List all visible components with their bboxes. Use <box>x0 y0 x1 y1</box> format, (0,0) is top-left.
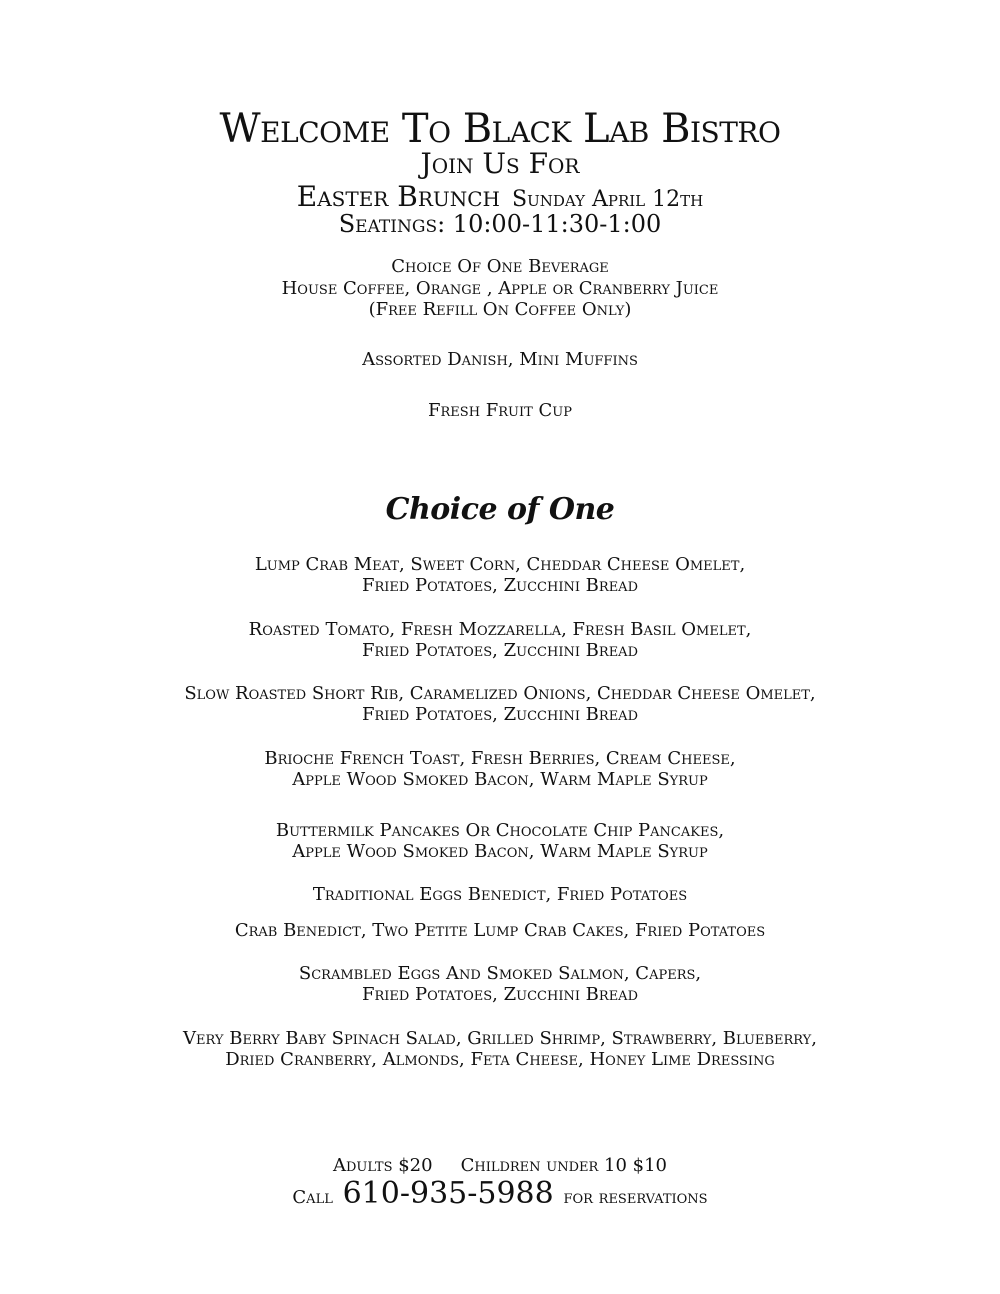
pastries-line: Assorted Danish, Mini Muffins <box>362 349 638 370</box>
event-date: Sunday April 12th <box>512 187 704 212</box>
reservation-line <box>0 1176 1000 1211</box>
entree-item-5-line-2: Apple Wood Smoked Bacon, Warm Maple Syrup <box>292 841 708 862</box>
entree-item-9-line-2: Dried Cranberry, Almonds, Feta Cheese, Honey Lime Dressing <box>225 1049 775 1070</box>
entree-item-4-line-1: Brioche French Toast, Fresh Berries, Cream Cheese, <box>264 748 736 769</box>
entree-item-3-line-2: Fried Potatoes, Zucchini Bread <box>362 704 638 725</box>
seatings-line: Seatings: 10:00-11:30-1:00 <box>338 210 662 238</box>
entree-item-2-line-2: Fried Potatoes, Zucchini Bread <box>362 640 638 661</box>
entree-item-4-line-2: Apple Wood Smoked Bacon, Warm Maple Syrup <box>292 769 708 790</box>
entree-item-6: Traditional Eggs Benedict, Fried Potatoes <box>312 884 688 905</box>
phone-number: 610-935-5988 <box>342 1176 554 1211</box>
entree-item-1-line-1: Lump Crab Meat, Sweet Corn, Cheddar Cheese Omelet, <box>254 554 746 575</box>
adult-price: Adults $20 <box>332 1155 433 1176</box>
reservation-label: for reservations <box>563 1187 708 1208</box>
join-us-line: Join Us For <box>420 147 580 180</box>
entree-item-3-line-1: Slow Roasted Short Rib, Caramelized Onions, Cheddar Cheese Omelet, <box>184 683 816 704</box>
choice-heading: Choice of One <box>385 492 615 527</box>
page-title: Welcome To Black Lab Bistro <box>219 106 781 152</box>
entree-item-5-line-1: Buttermilk Pancakes Or Chocolate Chip Pancakes, <box>275 820 725 841</box>
beverage-title: Choice Of One Beverage <box>391 256 609 277</box>
call-label: Call <box>292 1187 333 1208</box>
entree-item-7: Crab Benedict, Two Petite Lump Crab Cakes, Fried Potatoes <box>234 920 766 941</box>
event-name: Easter Brunch <box>296 180 500 213</box>
entree-item-1-line-2: Fried Potatoes, Zucchini Bread <box>362 575 638 596</box>
fruit-line: Fresh Fruit Cup <box>428 400 572 421</box>
beverage-note: (Free Refill On Coffee Only) <box>368 299 632 320</box>
beverage-options: House Coffee, Orange , Apple or Cranberry Juice <box>281 278 719 299</box>
event-line <box>0 180 1000 213</box>
entree-item-9-line-1: Very Berry Baby Spinach Salad, Grilled Shrimp, Strawberry, Blueberry, <box>183 1028 817 1049</box>
child-price: Children under 10 $10 <box>460 1155 668 1176</box>
entree-item-2-line-1: Roasted Tomato, Fresh Mozzarella, Fresh Basil Omelet, <box>248 619 752 640</box>
entree-item-8-line-1: Scrambled Eggs And Smoked Salmon, Capers, <box>298 963 702 984</box>
price-line <box>0 1155 1000 1176</box>
entree-item-8-line-2: Fried Potatoes, Zucchini Bread <box>362 984 638 1005</box>
